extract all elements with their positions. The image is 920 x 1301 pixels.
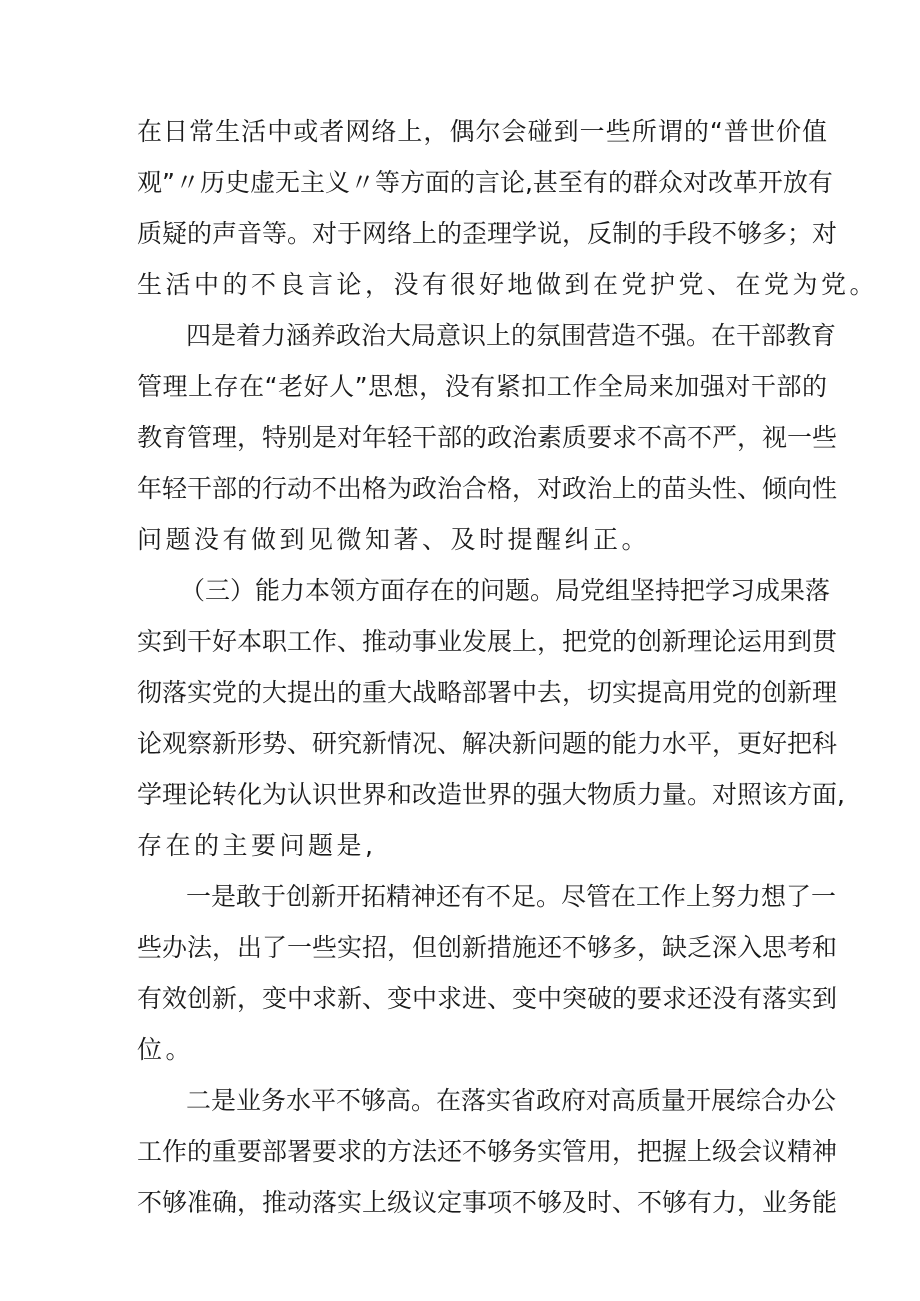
- text-line: 二是业务水平不够高。在落实省政府对高质量开展综合办公: [186, 1086, 837, 1115]
- text-line: 一是敢于创新开拓精神还有不足。尽管在工作上努力想了一: [186, 882, 837, 911]
- text-line: 观”〃历史虚无主义〃等方面的言论,甚至有的群众对改革开放有: [137, 168, 833, 197]
- text-line: 论观察新形势、研究新情况、解决新问题的能力水平，更好把科: [137, 729, 838, 758]
- text-line: 不够准确，推动落实上级议定事项不够及时、不够有力，业务能: [137, 1188, 838, 1217]
- text-line: 彻落实党的大提出的重大战略部署中去，切实提高用党的创新理: [137, 678, 838, 707]
- text-line: 工作的重要部署要求的方法还不够务实管用，把握上级会议精神: [137, 1137, 838, 1166]
- text-line: 存在的主要问题是,: [137, 831, 377, 860]
- text-line: 位。: [137, 1035, 195, 1064]
- text-line: 实到干好本职工作、推动事业发展上，把党的创新理论运用到贯: [137, 627, 838, 656]
- text-line: 在日常生活中或者网络上，偶尔会碰到一些所谓的“普世价值: [137, 117, 827, 146]
- text-line: 些办法，出了一些实招，但创新措施还不够多，缺乏深入思考和: [137, 933, 838, 962]
- text-line: 有效创新，变中求新、变中求进、变中突破的要求还没有落实到: [137, 984, 838, 1013]
- text-line: 问题没有做到见微知著、及时提醒纠正。: [137, 525, 651, 554]
- text-line: 四是着力涵养政治大局意识上的氛围营造不强。在干部教育: [186, 321, 837, 350]
- text-line: 学理论转化为认识世界和改造世界的强大物质力量。对照该方面,: [137, 780, 845, 809]
- text-line: 教育管理，特别是对年轻干部的政治素质要求不高不严，视一些: [137, 423, 838, 452]
- text-line: 管理上存在“老好人”思想，没有紧扣工作全局来加强对干部的: [137, 372, 827, 401]
- text-line: 年轻干部的行动不出格为政治合格，对政治上的苗头性、倾向性: [137, 474, 838, 503]
- text-line: 质疑的声音等。对于网络上的歪理学说，反制的手段不够多；对: [137, 219, 838, 248]
- text-line: 生活中的不良言论，没有很好地做到在党护党、在党为党。: [137, 270, 879, 299]
- section-heading-line: （三）能力本领方面存在的问题。局党组坚持把学习成果落: [180, 576, 831, 605]
